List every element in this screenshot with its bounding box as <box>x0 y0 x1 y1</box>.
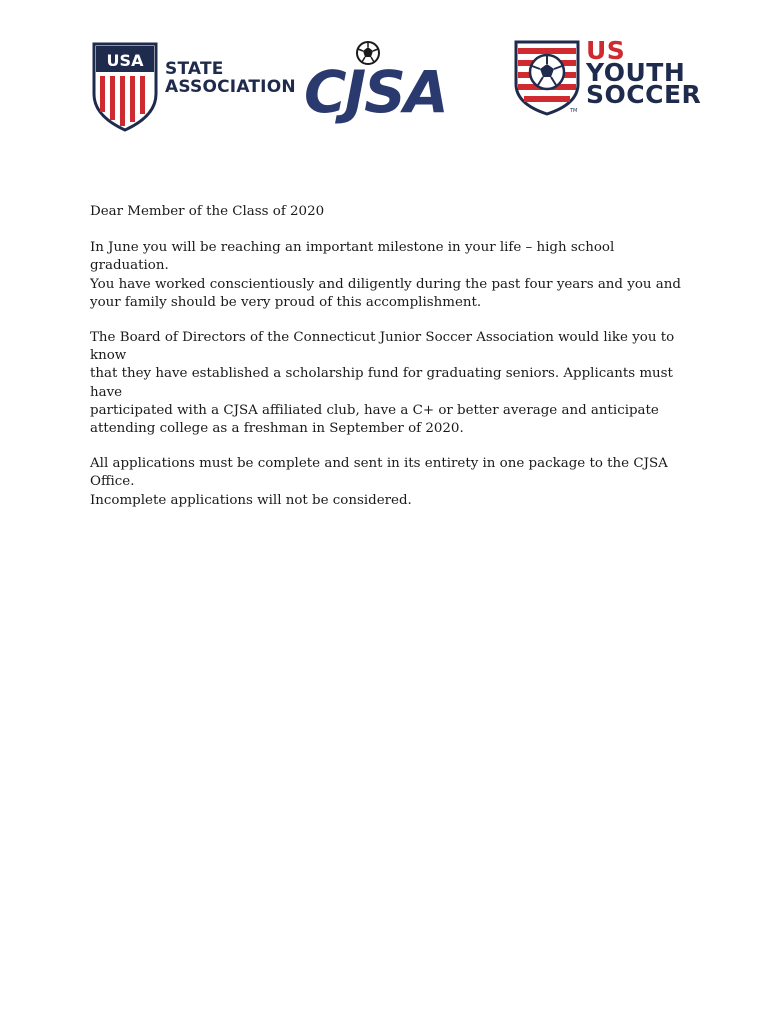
letter-body <box>90 203 690 527</box>
usa-shield-icon <box>92 42 158 132</box>
state-label: STATE <box>165 59 224 79</box>
paragraph-milestone: In June you will be reaching an important milestone in your life – high school graduation. You have worked conscientiously and diligently during the past four years and you and your family should be very proud of this accomplishment. <box>90 240 681 310</box>
us-soccer-state-association-logo <box>92 42 296 134</box>
logo-header <box>0 38 770 138</box>
salutation: Dear Member of the Class of 2020 <box>90 204 325 219</box>
svg-text:USA: USA <box>106 51 144 70</box>
youth-label: YOUTH <box>586 58 686 87</box>
us-youth-soccer-logo <box>514 36 714 120</box>
cjsa-logo <box>300 38 470 124</box>
youth-soccer-shield-icon <box>514 40 580 116</box>
association-label: ASSOCIATION <box>165 77 296 97</box>
paragraph-applications: All applications must be complete and sent in its entirety in one package to the CJSA Office. Incomplete applications will not be considered. <box>90 456 668 508</box>
us-label: US <box>586 36 626 65</box>
cjsa-wordmark: CJSA <box>304 58 447 124</box>
soccer-label: SOCCER <box>586 80 702 109</box>
paragraph-scholarship: The Board of Directors of the Connecticut Junior Soccer Association would like you to know that they have established a scholarship fund for graduating seniors. Applicants must have participated with a CJSA affiliated club, have a C+ or better average and anticipate attending college as a freshman in September of 2020. <box>90 330 675 437</box>
trademark-label: TM <box>570 108 578 114</box>
